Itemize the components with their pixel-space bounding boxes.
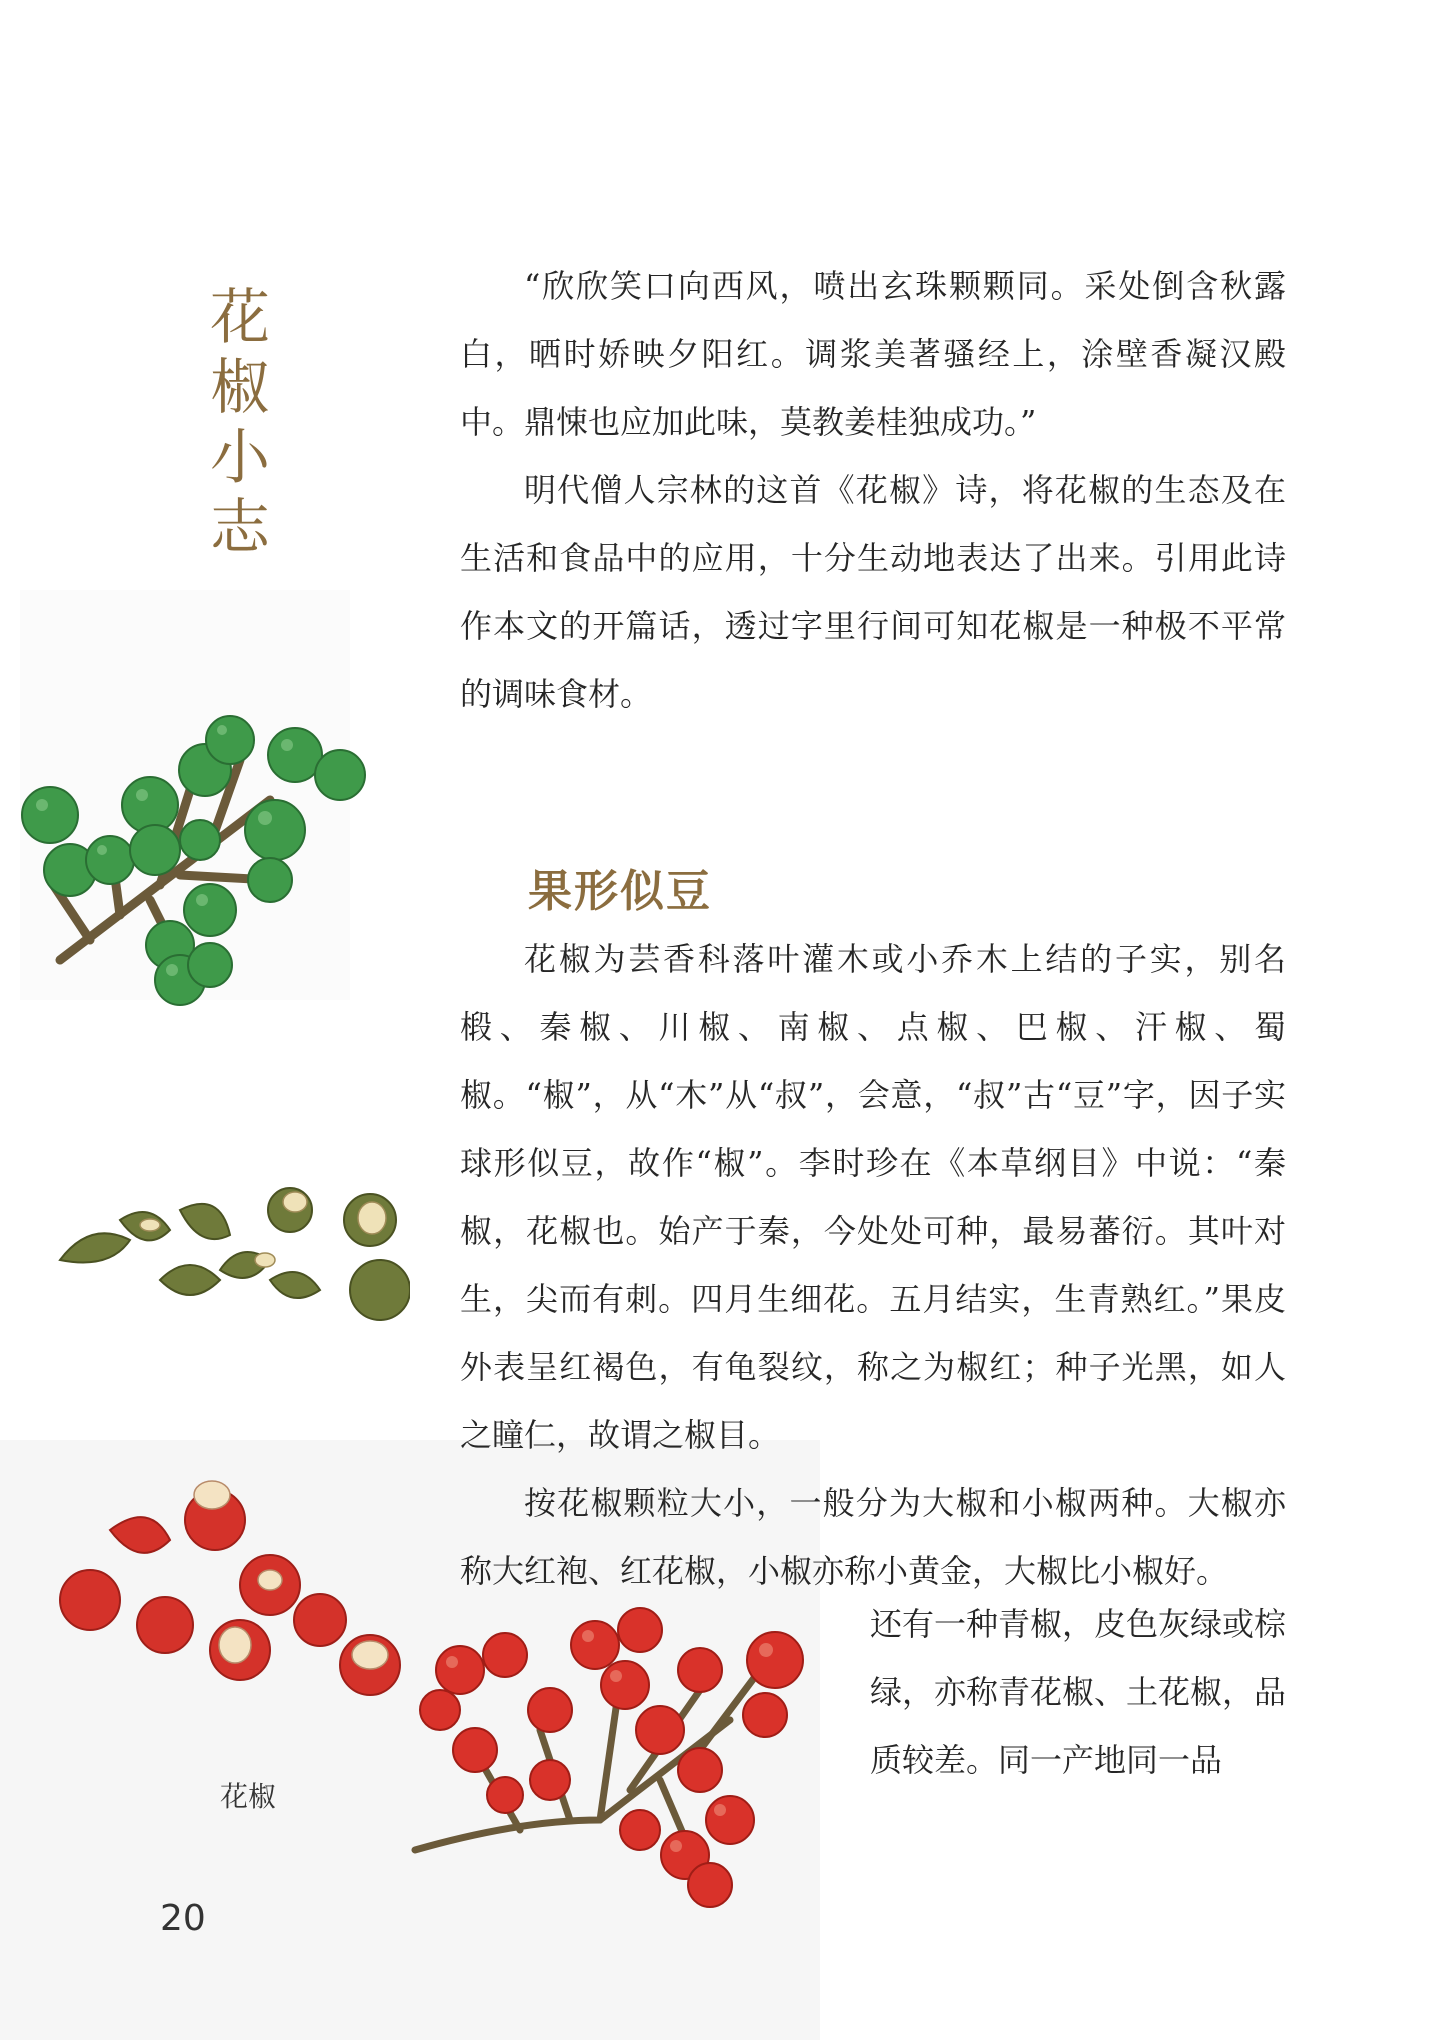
- dried-green-pepper-illustration: [50, 1140, 410, 1340]
- intro-text: [460, 252, 1286, 728]
- section-heading: 果形似豆: [528, 866, 712, 917]
- intro-paragraph: 明代僧人宗林的这首《花椒》诗，将花椒的生态及在生活和食品中的应用，十分生动地表达了出来。引用此诗作本文的开篇话，透过字里行间可知花椒是一种极不平常的调味食材。: [460, 471, 1286, 713]
- intro-poem: “欣欣笑口向西风，喷出玄珠颗颗同。采处倒含秋露白，晒时娇映夕阳红。调浆美著骚经上，涂壁香凝汉殿中。鼎悚也应加此味，莫教姜桂独成功。”: [460, 267, 1286, 441]
- vertical-title: [205, 283, 275, 563]
- title-char: 志: [210, 493, 270, 563]
- figure-caption: 花椒: [220, 1780, 277, 1813]
- section-paragraph: 按花椒颗粒大小，一般分为大椒和小椒两种。大椒亦称大红袍、红花椒，小椒亦称小黄金，大椒比小椒好。: [460, 1484, 1286, 1590]
- green-pepper-illustration: [10, 700, 370, 1030]
- red-pepper-branch-illustration: [400, 1600, 820, 1920]
- title-char: 椒: [210, 353, 270, 423]
- red-pepper-husk-illustration: [40, 1450, 420, 1710]
- narrow-text: 还有一种青椒，皮色灰绿或棕绿，亦称青花椒、土花椒，品质较差。同一产地同一品: [870, 1605, 1287, 1779]
- title-char: 花: [210, 283, 270, 353]
- section-paragraph: 花椒为芸香科落叶灌木或小乔木上结的子实，别名椴、秦椒、川椒、南椒、点椒、巴椒、汗椒、蜀椒。“椒”，从“木”从“叔”，会意，“叔”古“豆”字，因子实球形似豆，故作“椒”。李时珍在《本草纲目》中说：“秦椒，花椒也。始产于秦，今处处可种，最易蕃衍。其叶对生，尖而有刺。四月生细花。五月结实，生青熟红。”果皮外表呈红褐色，有龟裂纹，称之为椒红；种子光黑，如人之瞳仁，故谓之椒目。: [460, 940, 1286, 1454]
- title-char: 小: [210, 423, 270, 493]
- page-number: 20: [160, 1898, 206, 1939]
- section-text: [460, 925, 1286, 1605]
